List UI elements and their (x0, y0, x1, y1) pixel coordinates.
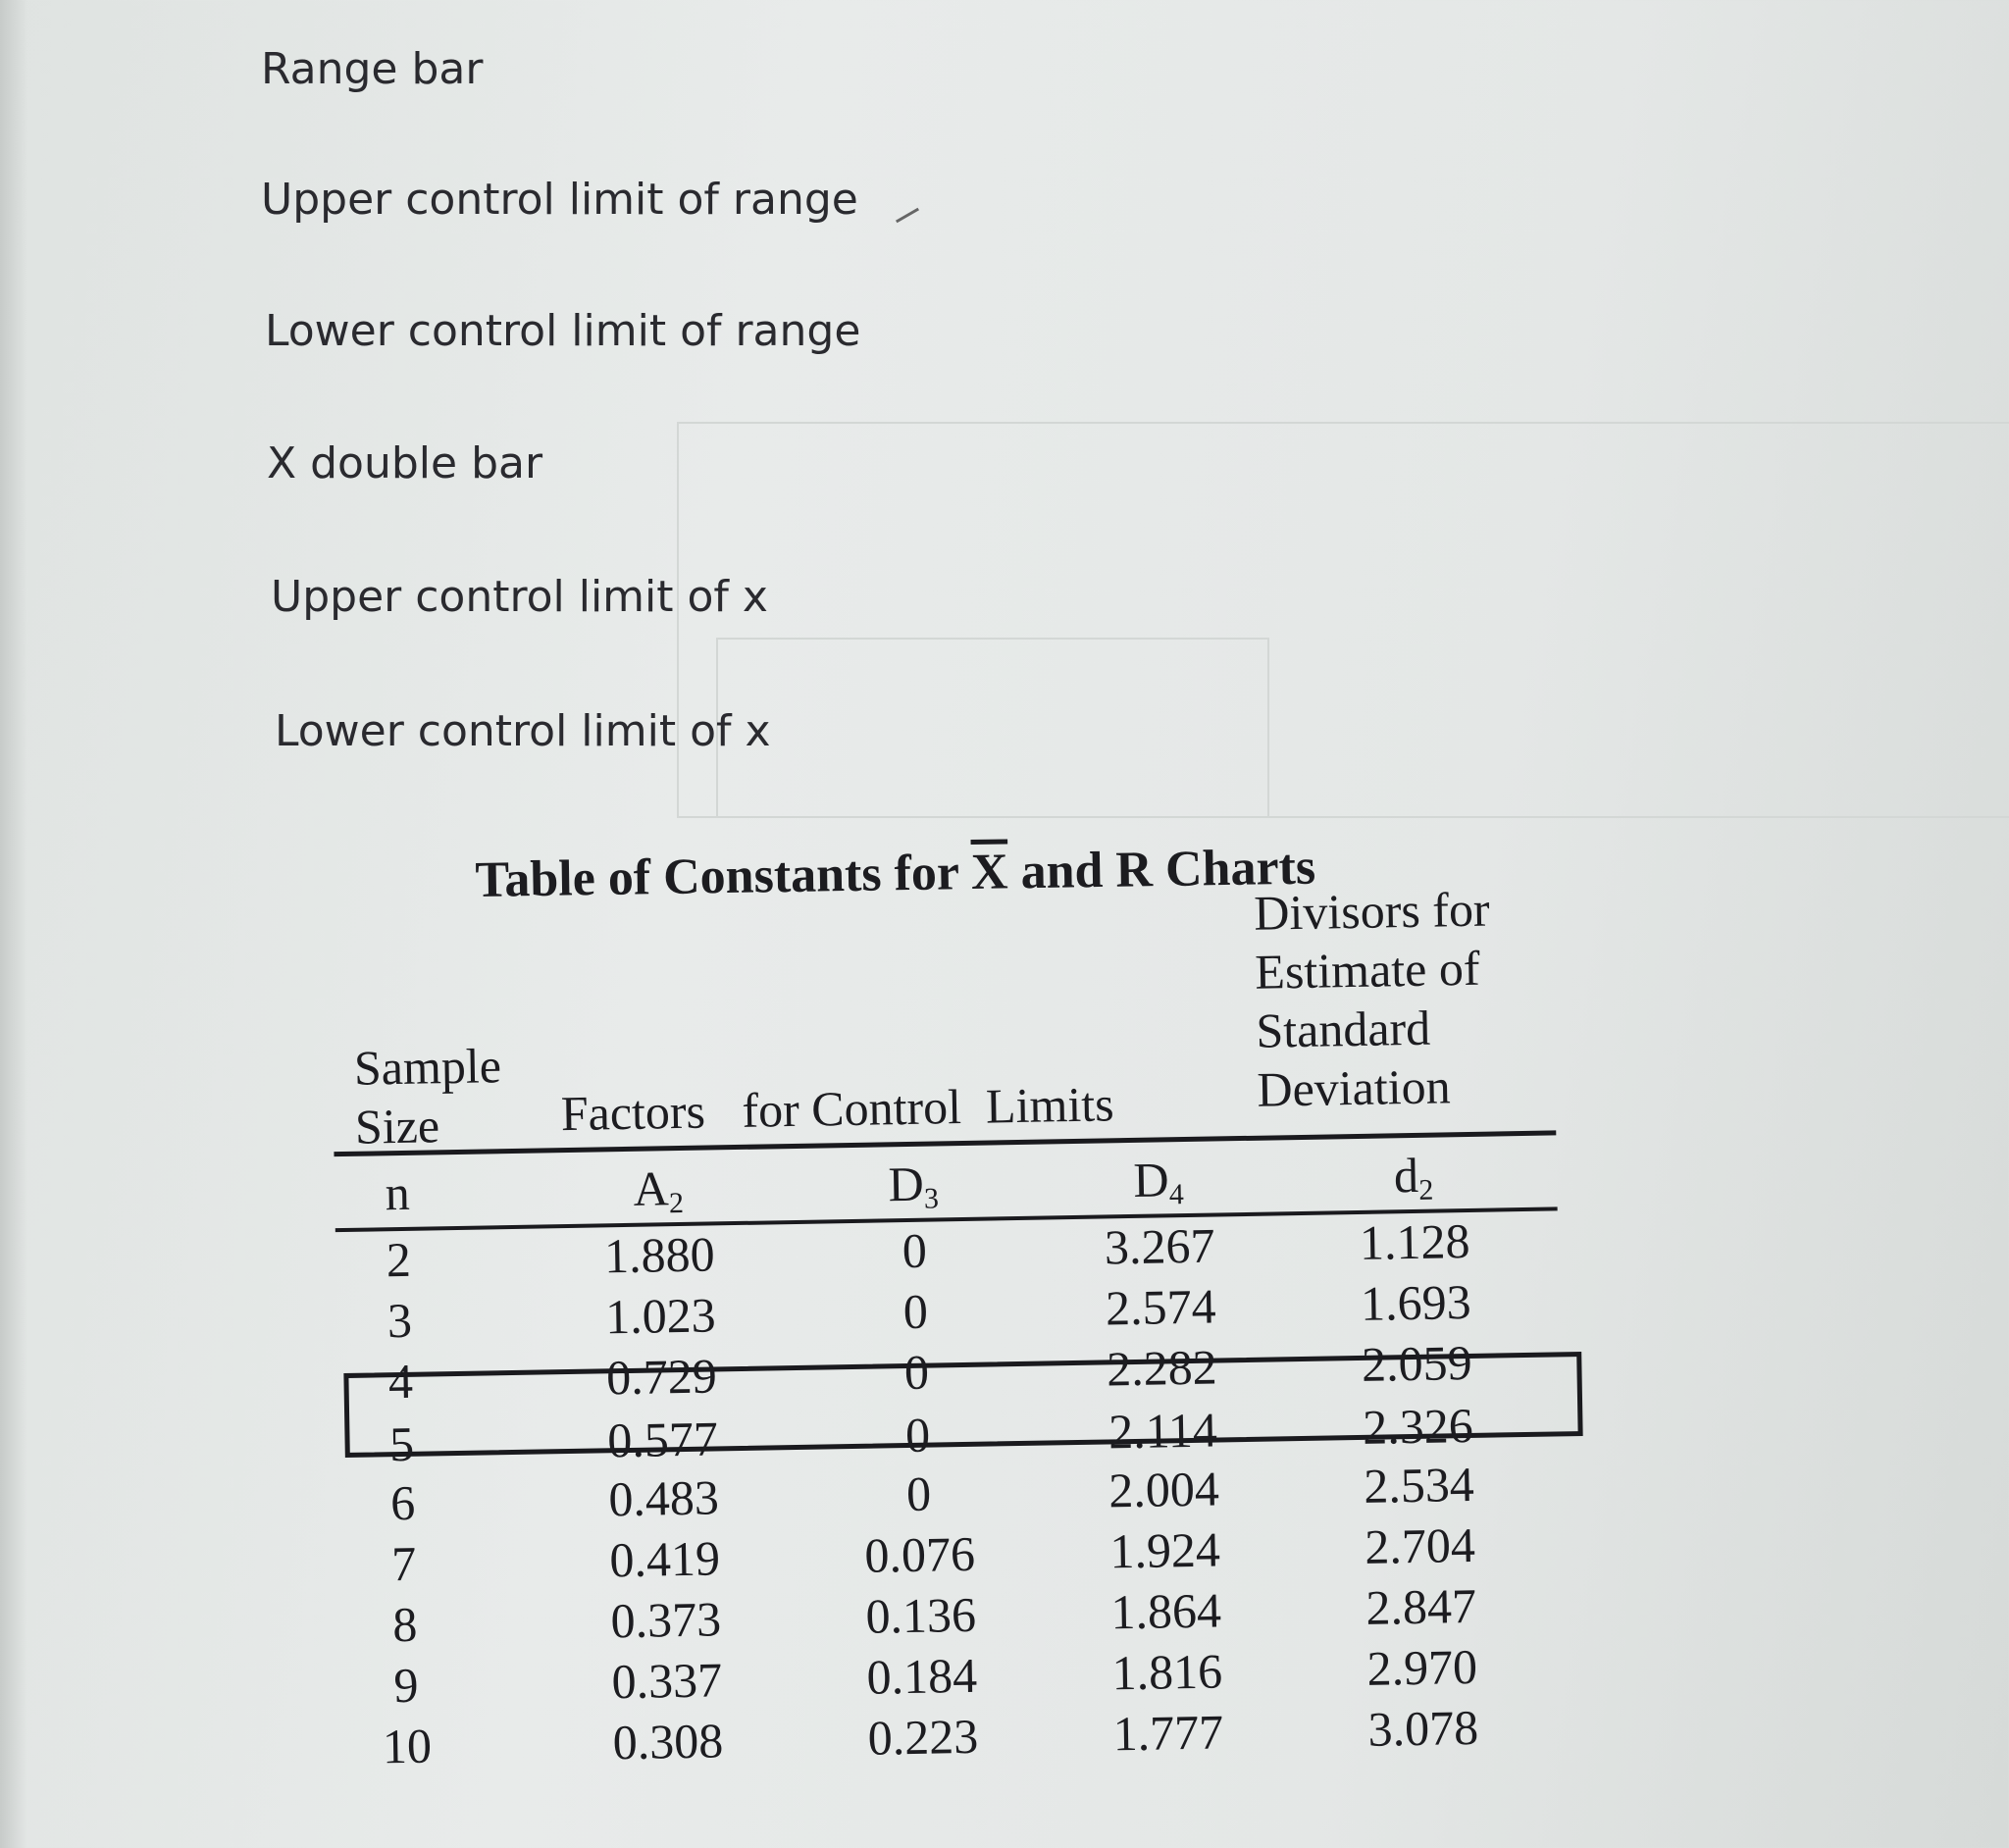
cell-d4: 1.864 (1109, 1582, 1222, 1640)
cell-d3: 0.136 (865, 1586, 977, 1644)
table-title-suffix: and R Charts (1007, 839, 1316, 900)
cell-n: 5 (388, 1415, 415, 1472)
cell-d4: 1.924 (1108, 1521, 1221, 1579)
cell-d3: 0 (904, 1407, 931, 1463)
cell-a2: 0.373 (610, 1591, 722, 1649)
col-header-d3: $D_3$ (888, 1155, 940, 1215)
col-header-d2: $d_2$ (1393, 1147, 1434, 1206)
cell-d3: 0.076 (863, 1525, 976, 1583)
col-header-n: n (385, 1164, 411, 1221)
table-title-xbar: $\overline{X}$ (970, 844, 1009, 901)
table-title (475, 839, 1316, 909)
cell-d4: 2.574 (1105, 1278, 1217, 1336)
cell-d2: 2.704 (1364, 1516, 1476, 1574)
cell-d3: 0.184 (866, 1647, 978, 1705)
sample-size-header: Sample (353, 1038, 502, 1096)
cell-n: 2 (386, 1231, 412, 1288)
cell-n: 9 (392, 1657, 419, 1714)
page-edge-shadow (0, 0, 27, 1848)
cell-d2: 1.128 (1359, 1212, 1470, 1270)
cell-n: 6 (389, 1474, 416, 1531)
cell-d2: 2.534 (1363, 1456, 1475, 1514)
pen-tick-mark (896, 208, 919, 224)
bleed-through-grid (716, 638, 1269, 818)
cell-n: 4 (387, 1353, 414, 1410)
cell-d4: 2.114 (1108, 1402, 1218, 1460)
cell-d4: 2.004 (1108, 1461, 1220, 1518)
question-lcl-x: Lower control limit of x (275, 706, 771, 756)
question-ucl-x: Upper control limit of x (271, 572, 768, 622)
cell-d2: 2.326 (1362, 1397, 1474, 1455)
cell-d3: 0 (903, 1344, 930, 1401)
cell-d2: 3.078 (1367, 1699, 1479, 1757)
col-header-d4: $D_4$ (1132, 1152, 1185, 1211)
cell-a2: 0.483 (607, 1469, 720, 1527)
cell-a2: 0.419 (608, 1530, 721, 1588)
divisors-header-line: Divisors for (1253, 881, 1491, 941)
cell-n: 8 (391, 1596, 418, 1653)
cell-a2: 0.729 (605, 1348, 718, 1406)
cell-d2: 2.970 (1366, 1638, 1478, 1696)
cell-d2: 2.847 (1365, 1577, 1477, 1635)
cell-d2: 1.693 (1360, 1273, 1472, 1331)
cell-d3: 0 (902, 1283, 929, 1340)
cell-a2: 0.308 (612, 1713, 724, 1771)
cell-a2: 1.880 (603, 1226, 716, 1284)
question-ucl-range: Upper control limit of range (261, 175, 858, 225)
question-x-double-bar: X double bar (267, 438, 543, 488)
col-header-a2: $A_2$ (633, 1160, 685, 1220)
divisors-header-line: Estimate of (1254, 940, 1480, 1000)
cell-n: 3 (386, 1292, 413, 1349)
question-range-bar: Range bar (261, 44, 484, 94)
cell-a2: 1.023 (604, 1287, 717, 1345)
cell-d2: 2.059 (1361, 1334, 1473, 1392)
cell-d3: 0 (905, 1465, 932, 1522)
cell-d3: 0 (901, 1222, 928, 1279)
cell-d3: 0.223 (867, 1708, 979, 1766)
cell-d4: 1.777 (1112, 1704, 1224, 1762)
cell-d4: 2.282 (1106, 1339, 1218, 1397)
cell-d4: 1.816 (1111, 1643, 1223, 1701)
cell-n: 10 (382, 1718, 433, 1774)
table-title-prefix: Table of Constants for (475, 845, 972, 908)
factors-header: Factors for Control Limits (560, 1076, 1115, 1142)
cell-a2: 0.337 (611, 1652, 723, 1710)
sample-size-header: Size (354, 1098, 440, 1155)
cell-d4: 3.267 (1104, 1217, 1215, 1275)
question-lcl-range: Lower control limit of range (265, 306, 861, 356)
cell-a2: 0.577 (606, 1411, 719, 1468)
divisors-header-line: Deviation (1256, 1058, 1452, 1117)
cell-n: 7 (390, 1535, 417, 1592)
divisors-header-line: Standard (1255, 1000, 1431, 1058)
